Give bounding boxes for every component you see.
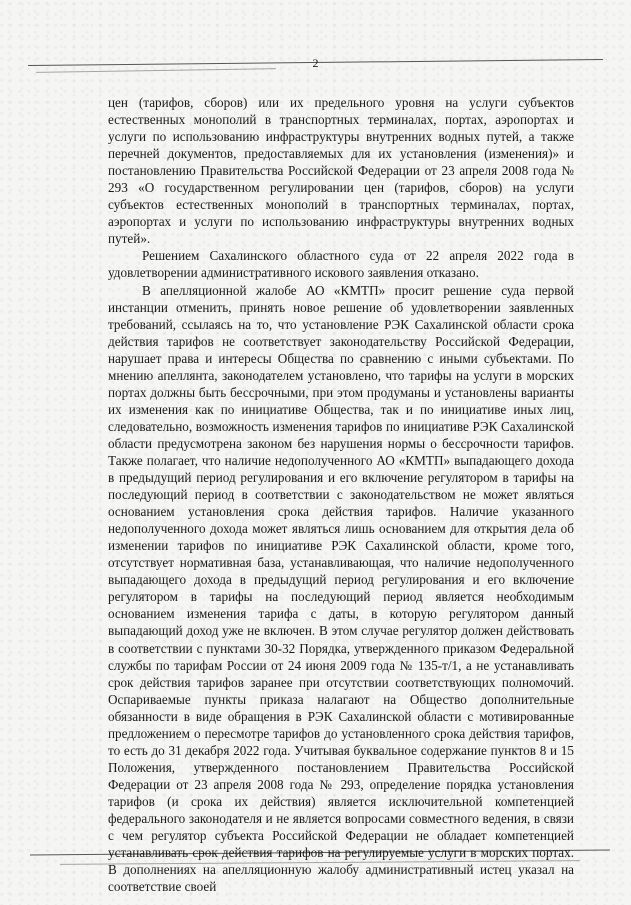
page-number: 2 bbox=[312, 56, 319, 70]
document-body bbox=[108, 94, 574, 895]
paragraph-continuation: цен (тарифов, сборов) или их предельного уровня на услуги субъектов естественных монополий в транспортных терминалах, портах, аэропортах и услуги по использованию инфраструктуры внутренних водных путей, а также перечней документов, предоставляемых для их установления (изменения)» и постановлению Правительства Российской Федерации от 23 апреля 2008 года № 293 «О государственном регулировании цен (тарифов, сборов) на услуги субъектов естественных монополий в транспортных терминалах, портах, аэропортах и услуги по использованию инфраструктуры внутренних водных путей». bbox=[108, 95, 574, 247]
paragraph-decision: Решением Сахалинского областного суда от 22 апреля 2022 года в удовлетворении административного искового заявления отказано. bbox=[108, 248, 574, 281]
paragraph-appeal: В апелляционной жалобе АО «КМТП» просит решение суда первой инстанции отменить, принять новое решение об удовлетворении заявленных требований, ссылаясь на то, что установление РЭК Сахалинской области срока действия тарифов не соответствует законодательству Российской Федерации, нарушает права и интересы Общества по сравнению с иными субъектами. По мнению апеллянта, законодателем установлено, что тарифы на услуги в морских портах должны быть бессрочными, при этом продуманы и установлены варианты их изменения как по инициативе Общества, так и по инициативе иных лиц, следовательно, возможность изменения тарифов по инициативе РЭК Сахалинской области предусмотрена законом без нарушения нормы о бессрочности тарифов. Также полагает, что наличие недополученного АО «КМТП» выпадающего дохода в предыдущий период регулирования и его включение регулятором в тарифы на последующий период в соответствии с законодательством не может являться основанием установления срока действия тарифов. Наличие указанного недополученного дохода может являться лишь основанием для открытия дела об изменении тарифов по инициативе РЭК Сахалинской области, кроме того, отсутствует нормативная база, устанавливающая, что наличие недополученного выпадающего дохода в предыдущий период регулирования и его включение регулятором в тарифы на последующий период является необходимым основанием изменения тарифа с даты, в которую регулятором данный выпадающий доход уже не включен. В этом случае регулятор должен действовать в соответствии с пунктами 30-32 Порядка, утвержденного приказом Федеральной службы по тарифам России от 24 июня 2009 года № 135-т/1, а не устанавливать срок действия тарифов заранее при отсутствии соответствующих полномочий. Оспариваемые пункты приказа налагают на Общество дополнительные обязанности в виде обращения в РЭК Сахалинской области с мотивированные предложением о пересмотре тарифов до установленного срока действия тарифов, то есть до 31 декабря 2022 года. Учитывая буквальное содержание пунктов 8 и 15 Положения, утвержденного постановлением Правительства Российской Федерации от 23 апреля 2008 года № 293, определение порядка установления тарифов (и срока их действия) является исключительной компетенцией федерального законодателя и не является вопросами совместного ведения, в связи с чем регулятор субъекта Российской Федерации не обладает компетенцией устанавливать срок действия тарифов на регулируемые услуги в морских портах. В дополнениях на апелляционную жалобу административный истец указал на соответствие своей bbox=[108, 282, 574, 895]
